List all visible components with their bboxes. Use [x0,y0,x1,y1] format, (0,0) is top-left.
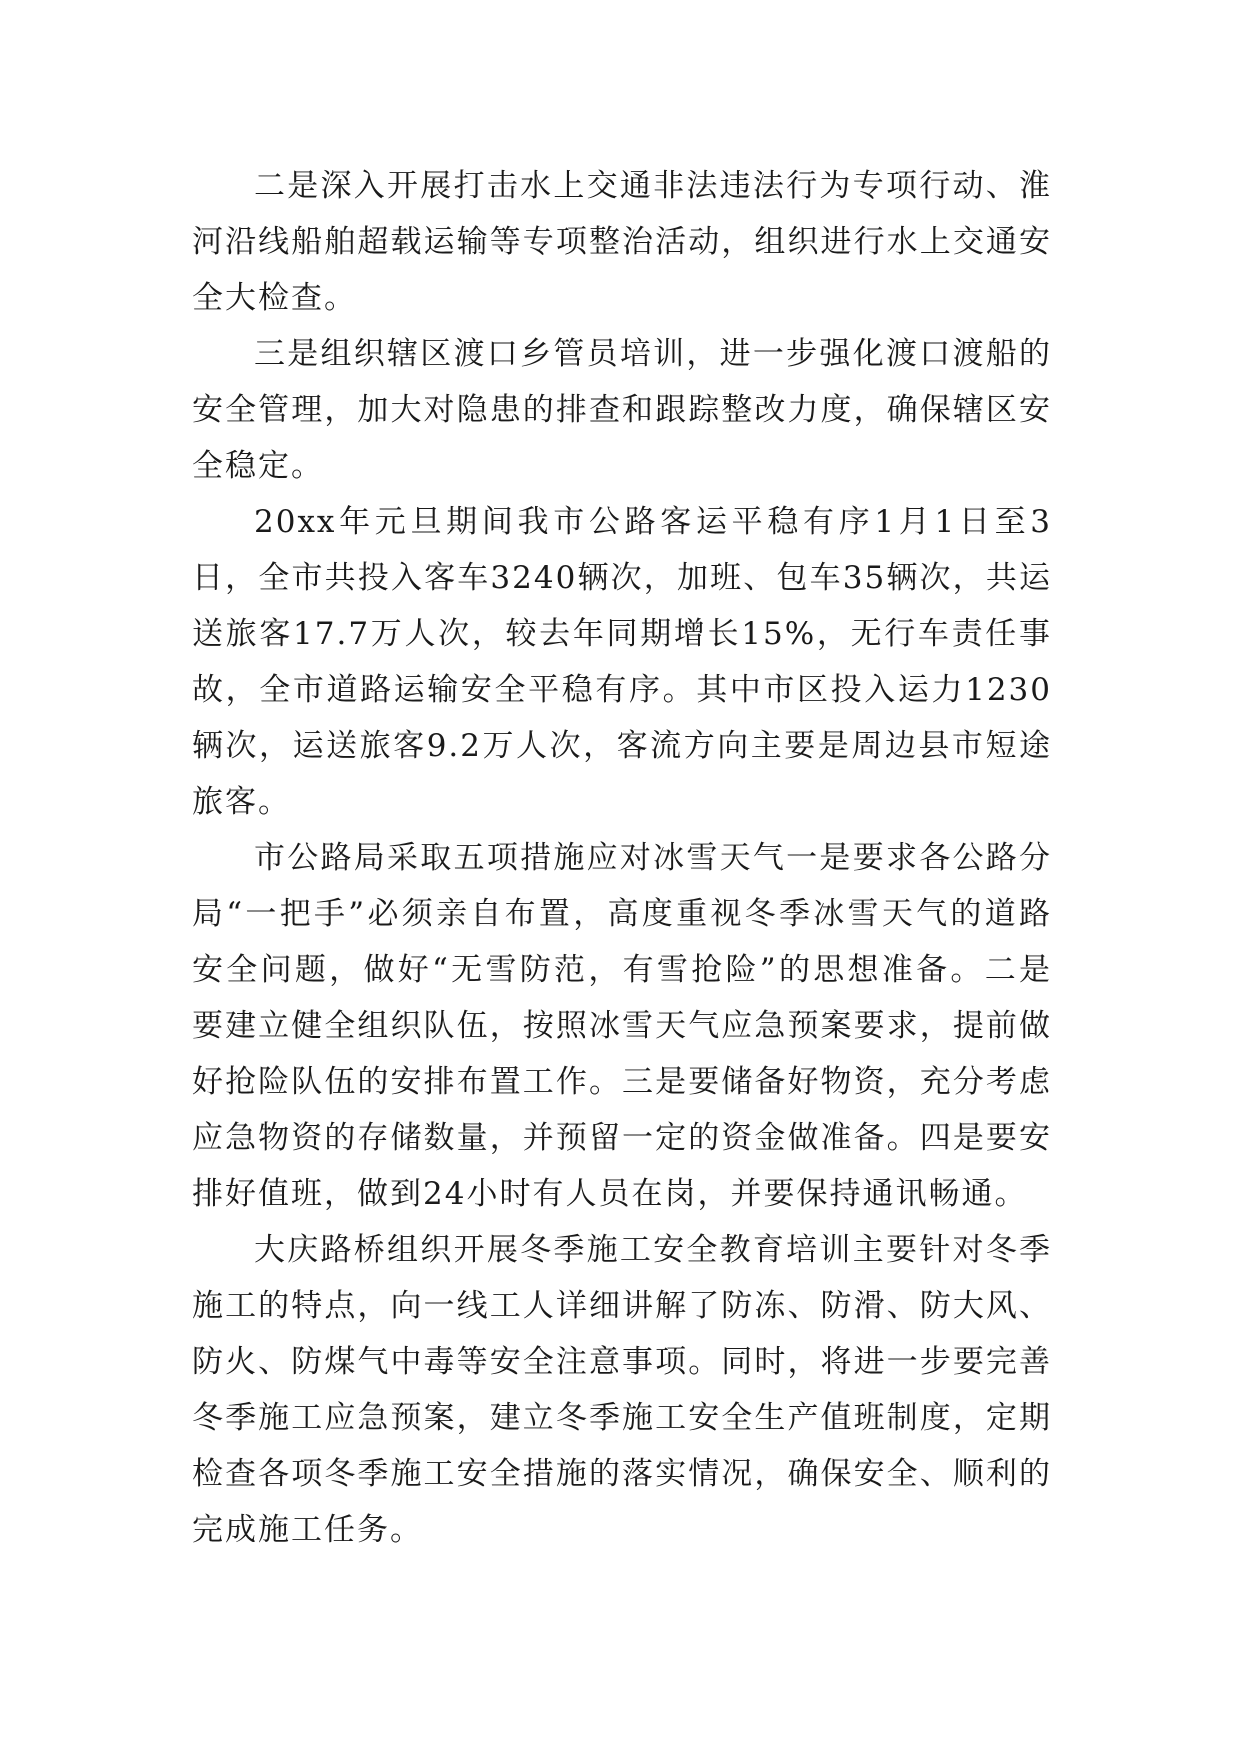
paragraph-water-traffic-enforcement: 二是深入开展打击水上交通非法违法行为专项行动、淮河沿线船舶超载运输等专项整治活动，组织进行水上交通安全大检查。 [192,168,1052,316]
paragraph-new-year-passenger-transport: 20xx年元旦期间我市公路客运平稳有序1月1日至3日，全市共投入客车3240辆次，加班、包车35辆次，共运送旅客17.7万人次，较去年同期增长15%，无行车责任事故，全市道路运输安全平稳有序。其中市区投入运力1230辆次，运送旅客9.2万人次，客流方向主要是周边县市短途旅客。 [192,504,1052,820]
document-body [192,158,1052,1558]
paragraph-snow-weather-measures: 市公路局采取五项措施应对冰雪天气一是要求各公路分局“一把手”必须亲自布置，高度重视冬季冰雪天气的道路安全问题，做好“无雪防范，有雪抢险”的思想准备。二是要建立健全组织队伍，按照冰雪天气应急预案要求，提前做好抢险队伍的安排布置工作。三是要储备好物资，充分考虑应急物资的存储数量，并预留一定的资金做准备。四是要安排好值班，做到24小时有人员在岗，并要保持通讯畅通。 [192,840,1052,1212]
paragraph-winter-construction-training: 大庆路桥组织开展冬季施工安全教育培训主要针对冬季施工的特点，向一线工人详细讲解了防冻、防滑、防大风、防火、防煤气中毒等安全注意事项。同时，将进一步要完善冬季施工应急预案，建立冬季施工安全生产值班制度，定期检查各项冬季施工安全措施的落实情况，确保安全、顺利的完成施工任务。 [192,1232,1052,1548]
paragraph-ferry-training: 三是组织辖区渡口乡管员培训，进一步强化渡口渡船的安全管理，加大对隐患的排查和跟踪整改力度，确保辖区安全稳定。 [192,336,1052,484]
